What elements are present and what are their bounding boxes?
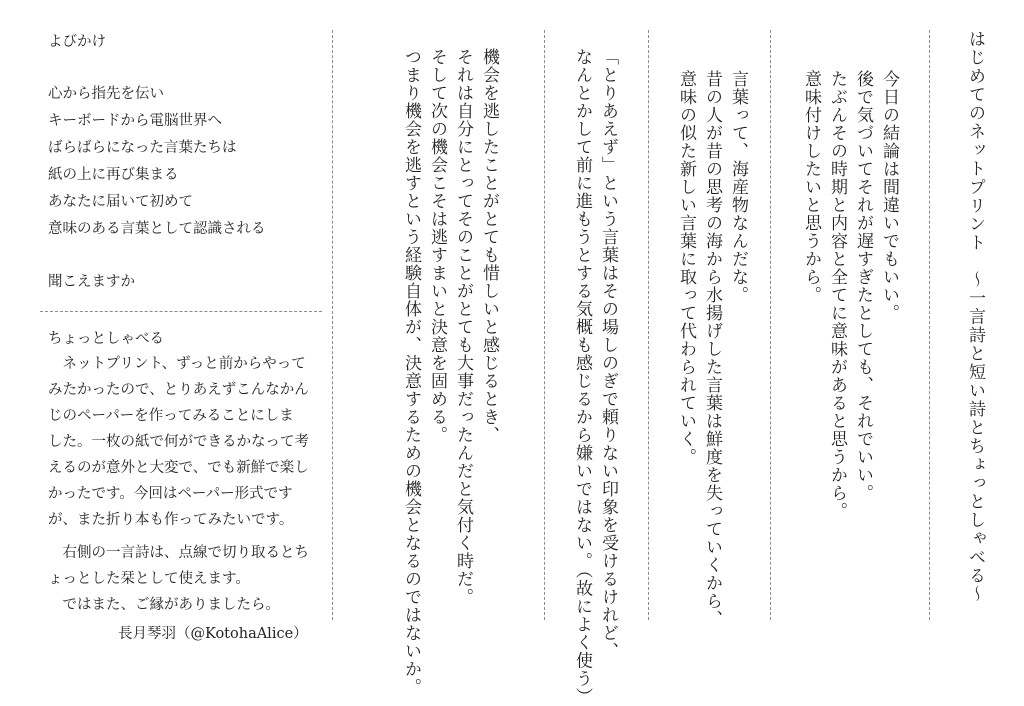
call-line: あなたに届いて初めて xyxy=(48,194,193,210)
call-line: キーボードから電脳世界へ xyxy=(48,113,222,129)
poem-line: つまり機会を逃すという経験自体が、決意するための機会となるのではないか。 xyxy=(401,48,421,696)
call-line: ばらばらになった言葉たちは xyxy=(48,140,237,156)
chat-title: ちょっとしゃべる xyxy=(48,331,164,347)
poem-line: 昔の人が昔の思考の海から水揚げした言葉は鮮度を失っていくから、 xyxy=(702,70,722,628)
poem-line: なんとかして前に進もうとする気概も感じるから嫌いではない。（故によく使う） xyxy=(572,48,592,706)
poem-line: たぶんその時期と内容と全てに意味があると思うから。 xyxy=(827,70,847,520)
poem-line: 意味の似た新しい言葉に取って代わられていく。 xyxy=(676,70,696,466)
cut-line xyxy=(332,30,333,620)
poem-line: それは自分にとってそのことがとても大事だったんだと気付く時だ。 xyxy=(453,48,473,606)
cut-line xyxy=(544,30,545,620)
call-closing: 聞こえますか xyxy=(48,274,135,290)
signature: 長月琴羽（@KotohaAlice） xyxy=(118,626,308,642)
poem-line: 後で気づいてそれが遅すぎたとしても、それでいい。 xyxy=(853,70,873,502)
chat-line: 右側の一言詩は、点線で切り取るとち xyxy=(48,545,309,561)
cut-line xyxy=(929,30,930,620)
chat-line: ょっとした栞として使えます。 xyxy=(48,571,250,587)
chat-line: ではまた、ご縁がありましたら。 xyxy=(48,597,280,613)
poem-line: 言葉って、海産物なんだな。 xyxy=(728,70,748,304)
poem-line: そして次の機会こそは逃すまいと決意を固める。 xyxy=(427,48,447,444)
call-line: 心から指先を伝い xyxy=(48,86,164,102)
cut-line xyxy=(648,30,649,620)
poem-line: 機会を逃したことがとても惜しいと感じるとき、 xyxy=(479,48,499,444)
poem-line: 意味付けしたいと思うから。 xyxy=(801,70,821,304)
poem-line: 今日の結論は間違いでもいい。 xyxy=(879,70,899,322)
cut-line xyxy=(770,30,771,620)
chat-line: かったです。今回はペーパー形式です xyxy=(48,486,293,502)
poem-line: 「とりあえず」という言葉はその場しのぎで頼りない印象を受けるけれど、 xyxy=(598,48,618,660)
page-title: はじめてのネットプリント ～一言詩と短い詩とちょっとしゃべる～ xyxy=(965,30,985,604)
chat-line: した。一枚の紙で何ができるかなって考 xyxy=(48,434,309,450)
call-line: 意味のある言葉として認識される xyxy=(48,221,266,237)
call-title: よびかけ xyxy=(48,34,106,50)
chat-line: が、また折り本も作ってみたいです。 xyxy=(48,512,294,528)
chat-line: じのペーパーを作ってみることにしま xyxy=(48,408,294,424)
cut-line xyxy=(40,311,322,312)
chat-line: えるのが意外と大変で、でも新鮮で楽し xyxy=(48,460,309,476)
call-line: 紙の上に再び集まる xyxy=(48,167,179,183)
chat-line: みたかったので、とりあえずこんなかん xyxy=(48,382,309,398)
chat-line: ネットプリント、ずっと前からやって xyxy=(48,356,306,372)
